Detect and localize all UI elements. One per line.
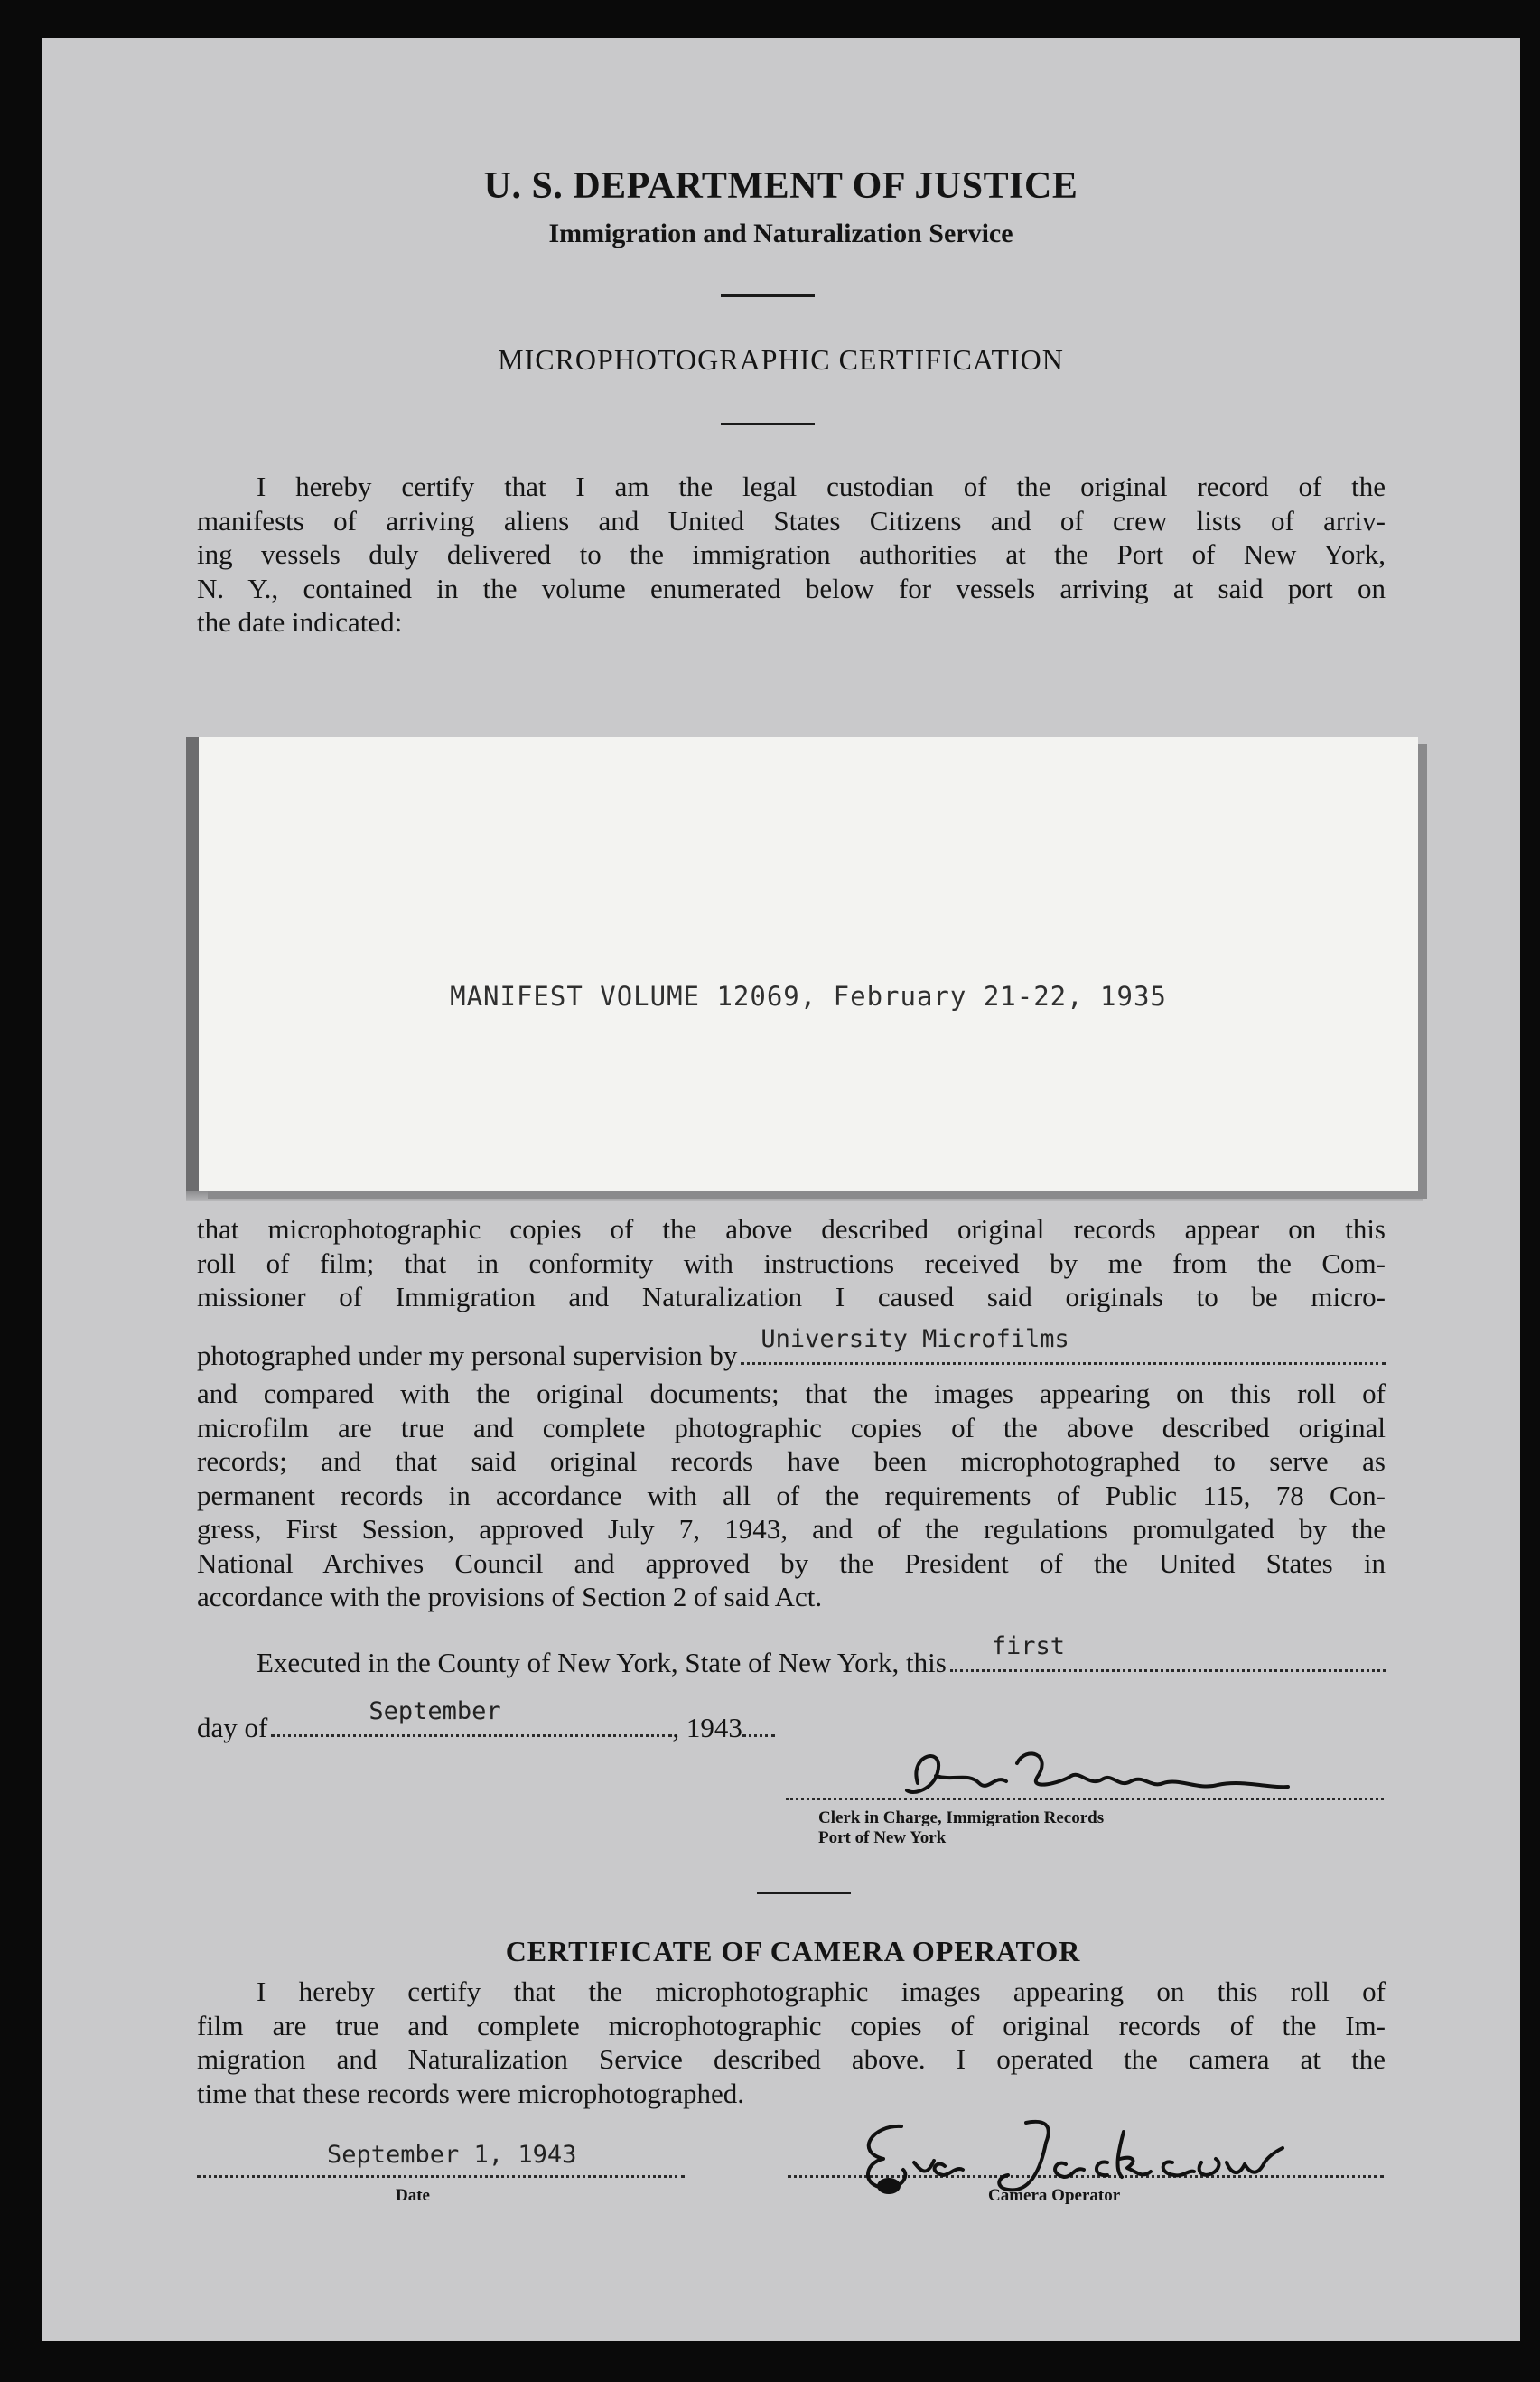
intro-line: ing vessels duly delivered to the immigration authorities at the Port of New York,: [197, 538, 1386, 570]
intro-line: I hereby certify that I am the legal custodian of the original record of the: [257, 471, 1386, 502]
divider: [721, 423, 815, 425]
body-line: gress, First Session, approved July 7, 1943, and of the regulations promulgated by the: [197, 1513, 1386, 1545]
day-value: first: [991, 1632, 1066, 1660]
date-line: [197, 2175, 685, 2178]
certificate-sheet: [42, 38, 1520, 2341]
executed-prefix: Executed in the County of New York, State of New York, this: [257, 1647, 947, 1678]
body-line: that microphotographic copies of the above described original records appear on this: [197, 1213, 1386, 1245]
operator-label: Camera Operator: [988, 2186, 1121, 2205]
day-of-line: [197, 1697, 775, 1745]
intro-line: manifests of arriving aliens and United States Citizens and of crew lists of arriv-: [197, 504, 1386, 537]
camera-heading: CERTIFICATE OF CAMERA OPERATOR: [505, 1935, 1081, 1967]
intro-line: N. Y., contained in the volume enumerated below for vessels arriving at said port on: [197, 572, 1386, 604]
manifest-card: [199, 737, 1418, 1191]
body-line: permanent records in accordance with all of the requirements of Public 115, 78 Con-: [197, 1479, 1386, 1511]
intro-line: the date indicated:: [197, 606, 403, 638]
body-line: microfilm are true and complete photographic copies of the above described original: [197, 1411, 1386, 1443]
month-value: September: [369, 1697, 501, 1725]
department-title: U. S. DEPARTMENT OF JUSTICE: [483, 165, 1078, 207]
supervision-line: [197, 1325, 1386, 1373]
date-label: Date: [396, 2186, 430, 2205]
year-text: , 1943: [672, 1712, 742, 1743]
day-dotted-field: [950, 1632, 1386, 1672]
clerk-signature: [882, 1736, 1315, 1808]
clerk-port-line: Port of New York: [818, 1828, 947, 1847]
intro-paragraph: [197, 470, 1386, 640]
body-line: accordance with the provisions of Section 2 of said Act.: [197, 1581, 823, 1612]
clerk-title: [818, 1808, 1104, 1848]
certification-title: MICROPHOTOGRAPHIC CERTIFICATION: [498, 343, 1064, 376]
camera-paragraph: [197, 1975, 1386, 2110]
supervision-prefix: photographed under my personal supervision by: [197, 1340, 738, 1371]
divider: [757, 1892, 851, 1894]
body-line: roll of film; that in conformity with instructions received by me from the Com-: [197, 1247, 1386, 1279]
body-line: and compared with the original documents; that the images appearing on this roll of: [197, 1378, 1386, 1409]
service-subtitle: Immigration and Naturalization Service: [548, 219, 1013, 248]
supervision-value: University Microfilms: [761, 1325, 1069, 1353]
month-dotted-field: [271, 1697, 672, 1737]
manifest-volume-text: MANIFEST VOLUME 12069, February 21-22, 1935: [450, 981, 1167, 1012]
body-paragraph-2: [197, 1377, 1386, 1614]
body-line: records; and that said original records have been microphotographed to serve as: [197, 1445, 1386, 1477]
executed-line: [257, 1632, 1386, 1680]
date-value: September 1, 1943: [327, 2141, 577, 2169]
body-line: missioner of Immigration and Naturalization I caused said originals to be micro-: [197, 1281, 1386, 1312]
camera-line: migration and Naturalization Service described above. I operated the camera at the: [197, 2043, 1386, 2075]
supervision-dotted-field: [741, 1325, 1386, 1365]
body-line: National Archives Council and approved by the President of the United States in: [197, 1546, 1386, 1579]
camera-line: time that these records were microphotographed.: [197, 2077, 744, 2109]
day-of-label: day of: [197, 1712, 268, 1743]
camera-line: film are true and complete microphotographic copies of original records of the Im-: [197, 2009, 1386, 2041]
clerk-title-line: Clerk in Charge, Immigration Records: [818, 1808, 1105, 1827]
year-dots: [742, 1727, 775, 1737]
body-paragraph: [197, 1212, 1386, 1314]
divider: [721, 294, 815, 297]
camera-line: I hereby certify that the microphotographic images appearing on this roll of: [257, 1976, 1386, 2007]
